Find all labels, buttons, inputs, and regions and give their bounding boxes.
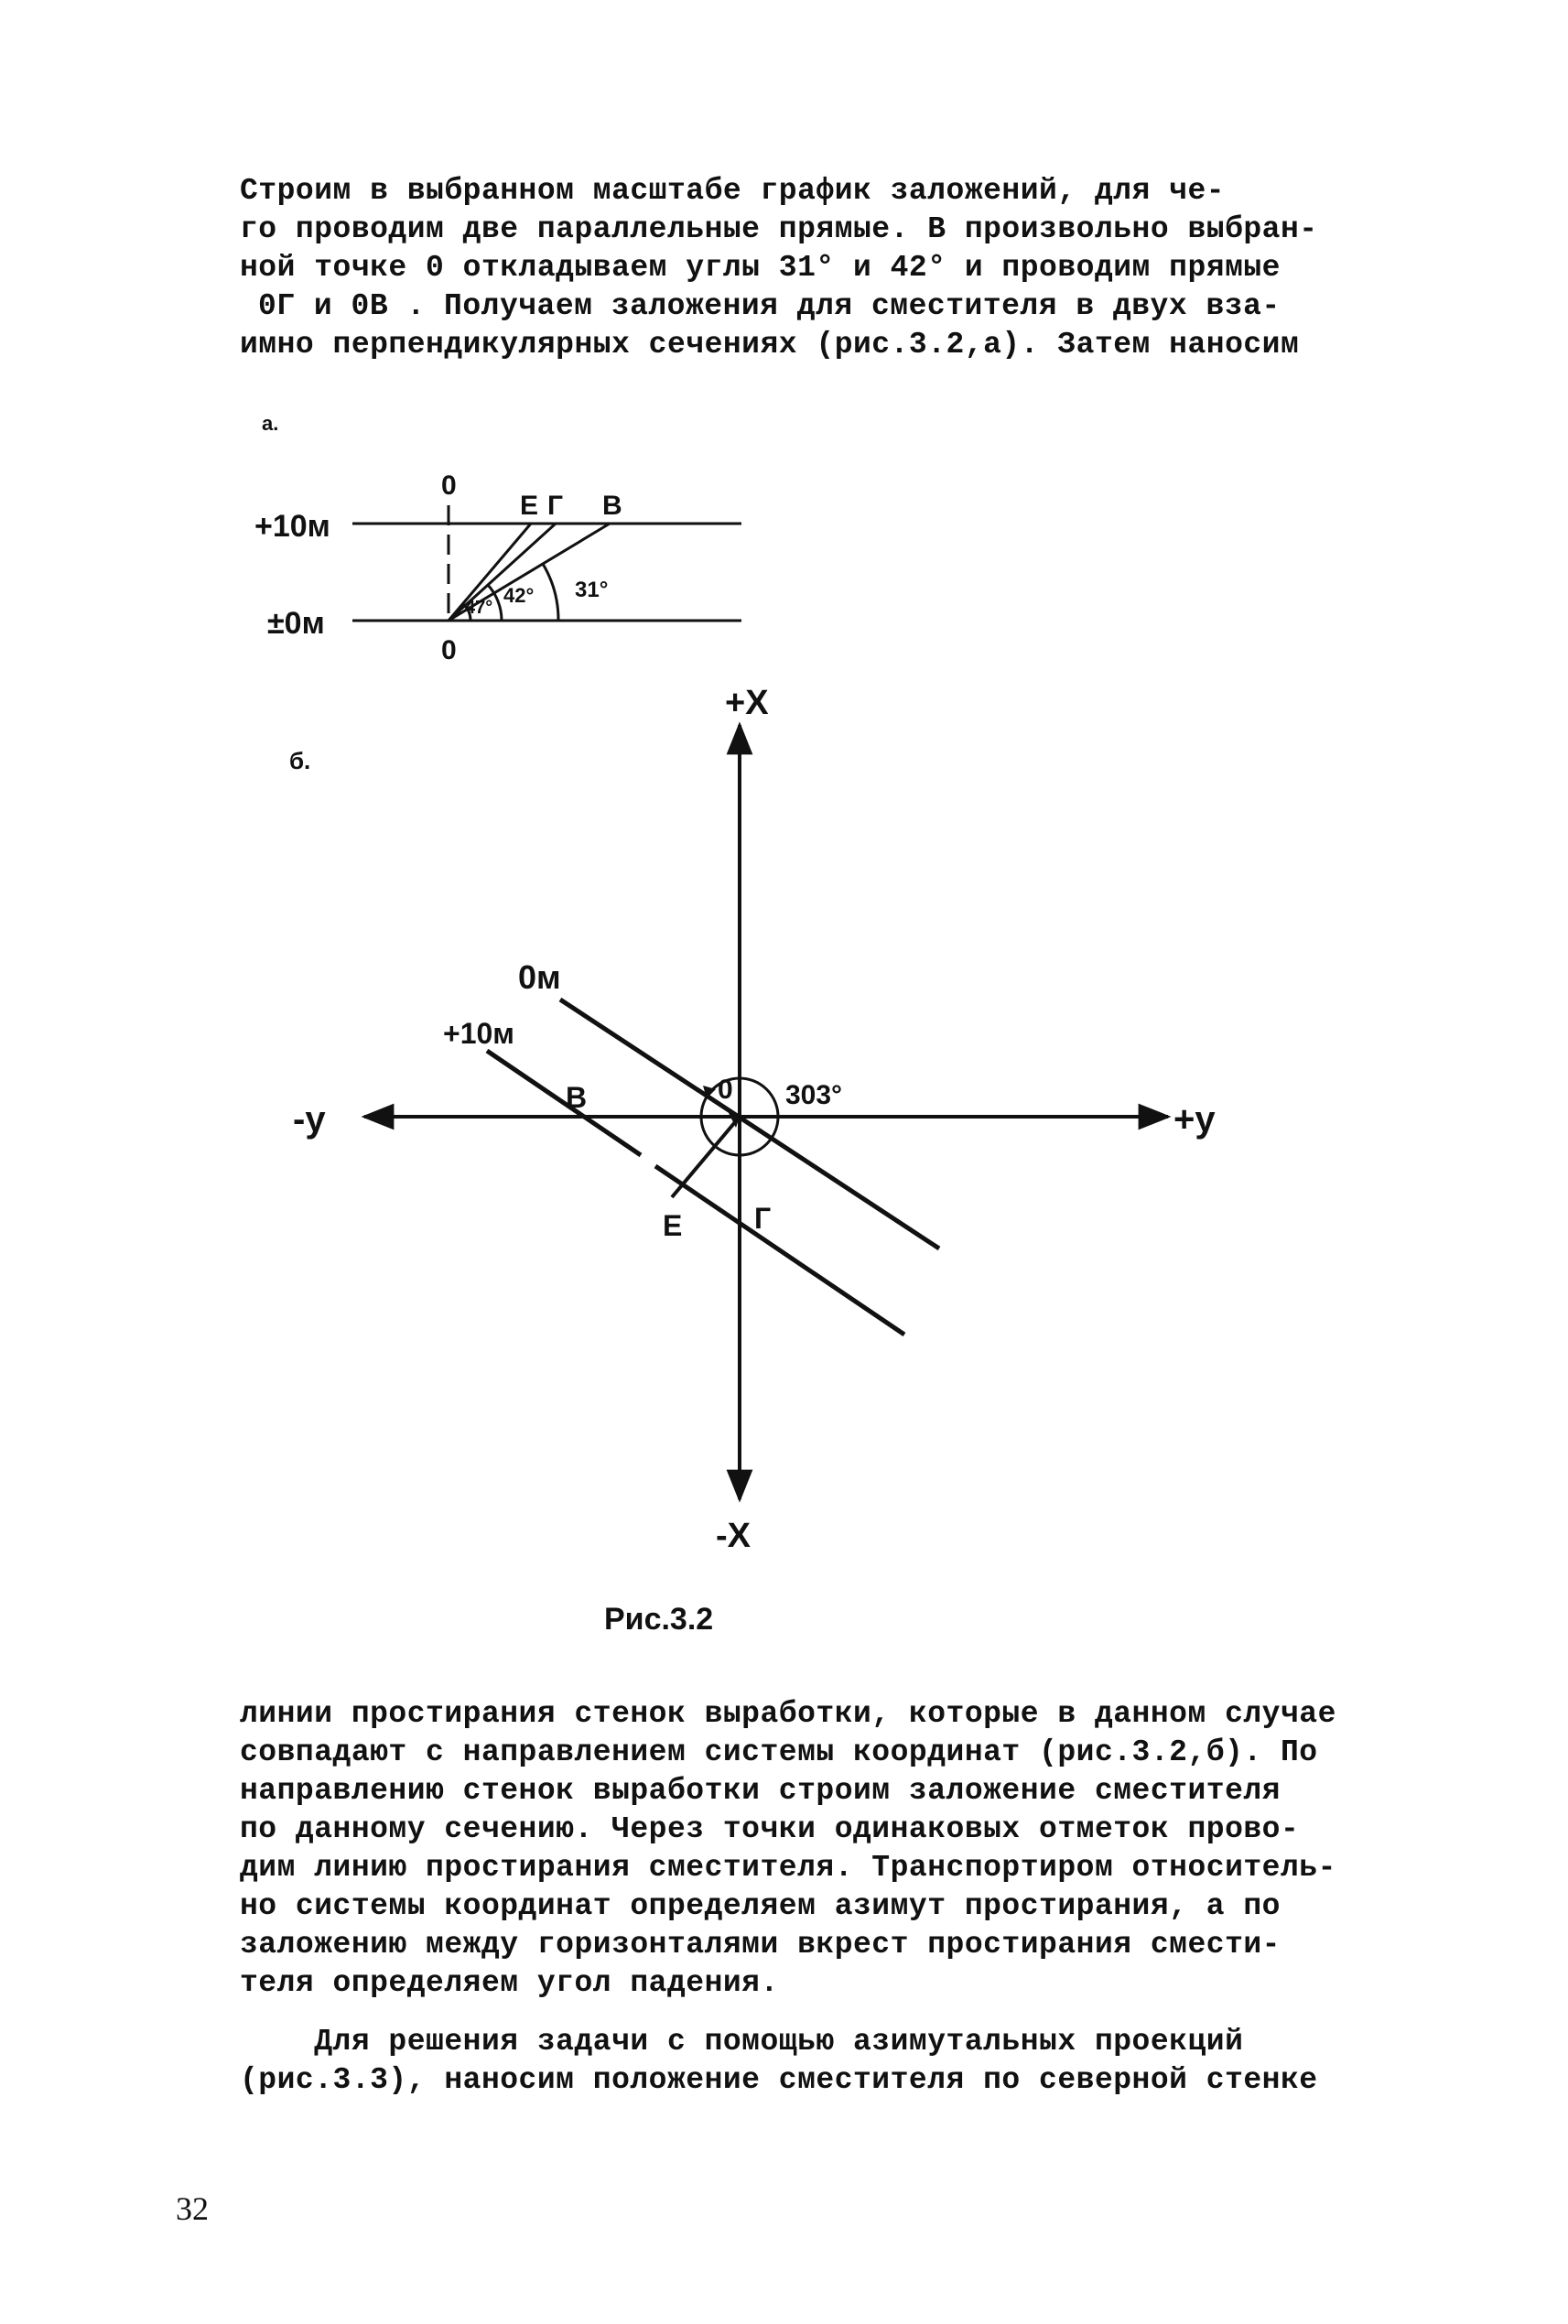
text-line: Строим в выбранном масштабе график заложений, для че- xyxy=(240,174,1226,208)
point-g-label: Г xyxy=(754,1202,772,1235)
point-g-label: Г xyxy=(547,491,564,521)
text-line: линии простирания стенок выработки, которые в данном случае xyxy=(240,1697,1336,1731)
dip-line-eo xyxy=(672,1117,740,1197)
text-line: заложению между горизонталями вкрест простирания смести- xyxy=(240,1928,1281,1962)
point-o-bottom: 0 xyxy=(441,635,457,665)
angle-label-31: 31° xyxy=(575,578,609,602)
label-minus-y: -y xyxy=(293,1099,326,1140)
figure-caption: Рис.3.2 xyxy=(604,1602,714,1637)
level-label-top: +10м xyxy=(254,509,330,544)
point-e-label: Е xyxy=(520,491,539,521)
text-line: но системы координат определяем азимут простирания, а по xyxy=(240,1889,1281,1923)
text-line: имно перпендикулярных сечениях (рис.3.2,а). Затем наносим xyxy=(240,328,1300,362)
point-o-label: 0 xyxy=(718,1075,733,1105)
point-e-label: Е xyxy=(663,1209,683,1242)
azimuth-label: 303° xyxy=(785,1080,843,1110)
text-line: теля определяем угол падения. xyxy=(240,1966,779,2000)
bottom-paragraph xyxy=(240,1695,1439,2003)
strike-line-10m-a xyxy=(487,1051,641,1155)
label-0m: 0м xyxy=(518,958,561,996)
point-v-label: В xyxy=(602,491,622,521)
text-line: ной точке 0 откладываем углы 31° и 42° и проводим прямые xyxy=(240,251,1281,285)
figure-b xyxy=(289,684,1216,1555)
text-line: 0Г и 0В . Получаем заложения для сместителя в двух вза- xyxy=(258,289,1281,323)
label-minus-x: -X xyxy=(716,1517,751,1555)
angle-label-42: 42° xyxy=(503,584,535,607)
strike-line-10m-b xyxy=(655,1166,904,1335)
label-plus-y: +y xyxy=(1173,1099,1216,1140)
panel-label-b: б. xyxy=(289,747,311,774)
angle-label-small: 47° xyxy=(465,598,493,618)
angle-arc-31 xyxy=(543,564,558,621)
label-plus-x: +X xyxy=(725,684,769,722)
point-o-top: 0 xyxy=(441,470,457,501)
page-number: 32 xyxy=(176,2190,209,2227)
text-line: направлению стенок выработки строим заложение сместителя xyxy=(240,1774,1281,1808)
text-line: го проводим две параллельные прямые. В произвольно выбран- xyxy=(240,212,1318,246)
text-line: по данному сечению. Через точки одинаковых отметок прово- xyxy=(240,1812,1300,1846)
text-line: Для решения задачи с помощью азимутальных проекций xyxy=(240,2025,1244,2059)
label-10m: +10м xyxy=(443,1017,514,1050)
panel-label-a: а. xyxy=(262,412,279,435)
point-v-label: В xyxy=(566,1081,588,1114)
level-label-bottom: ±0м xyxy=(267,606,325,641)
text-line: дим линию простирания сместителя. Транспортиром относитель- xyxy=(240,1851,1336,1885)
text-line: (рис.3.3), наносим положение сместителя по северной стенке xyxy=(240,2063,1318,2097)
last-paragraph xyxy=(240,2023,1439,2100)
figure-a xyxy=(254,412,741,665)
text-line: совпадают с направлением системы координат (рис.3.2,б). По xyxy=(240,1735,1318,1769)
strike-line-0m xyxy=(560,1000,939,1248)
